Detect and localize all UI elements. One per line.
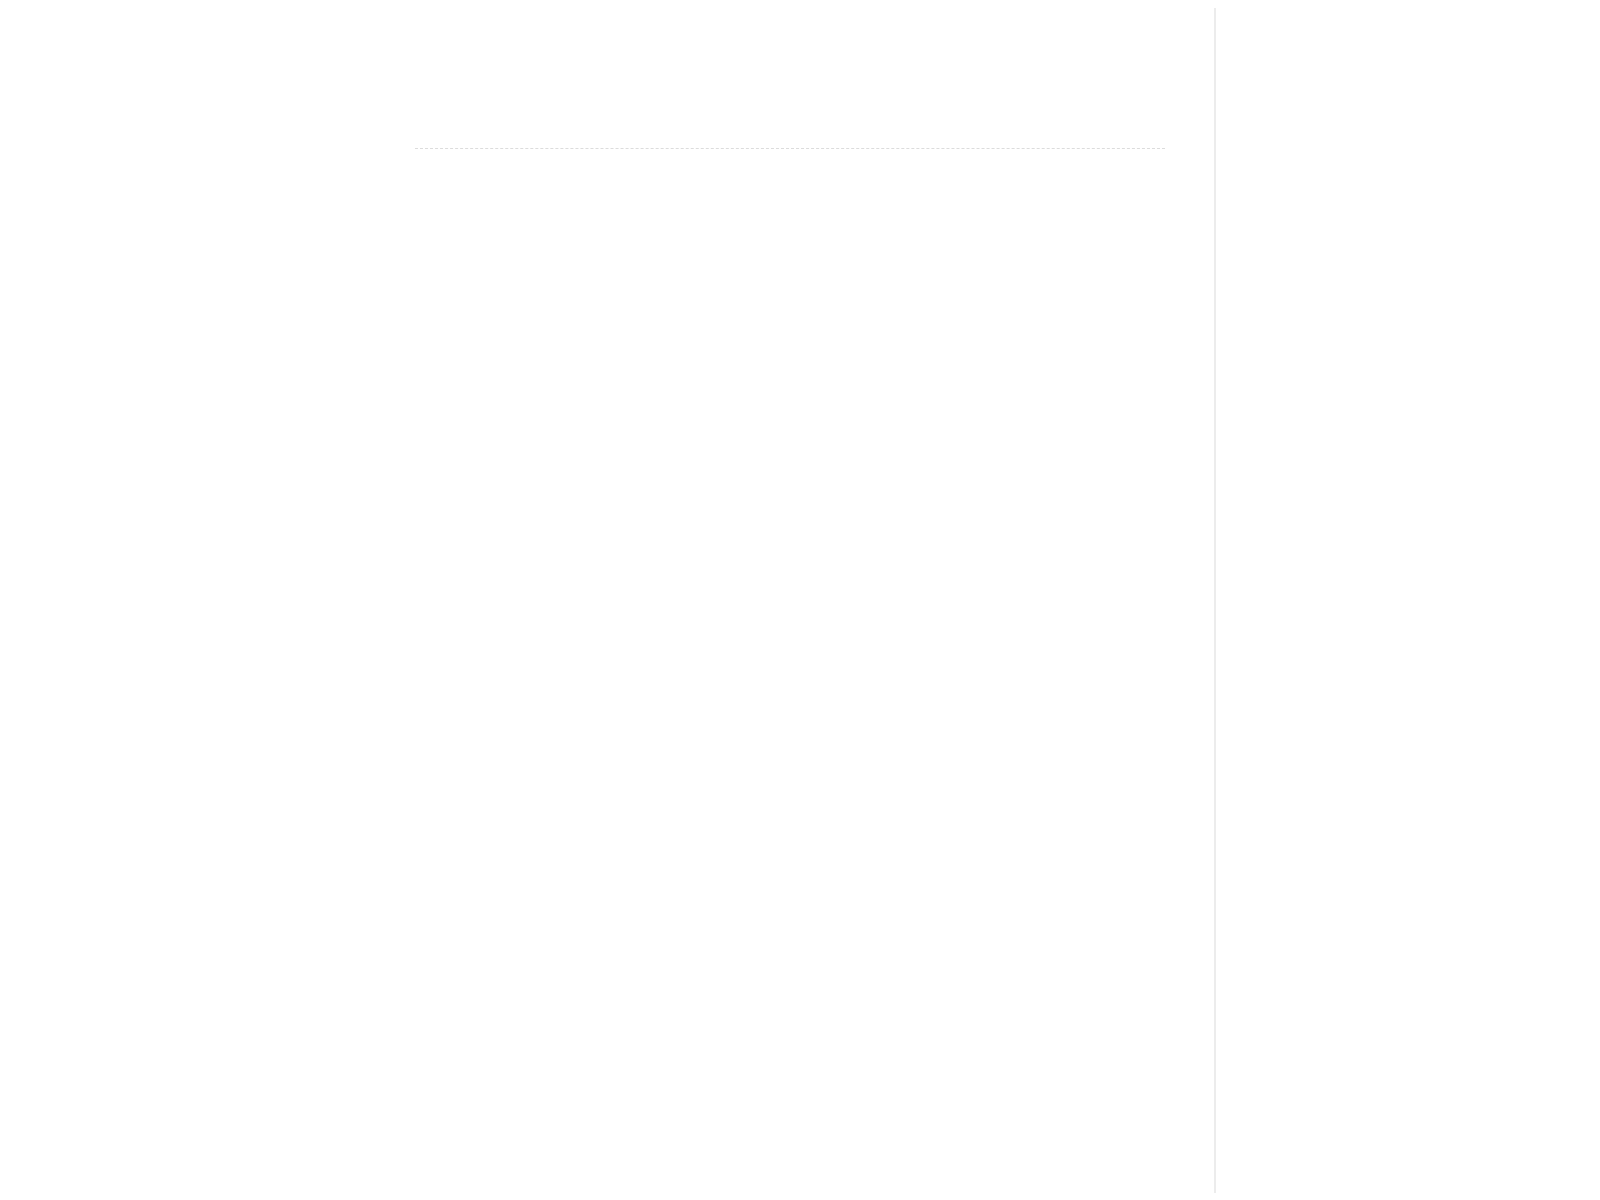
factory-info-table-right — [797, 207, 1167, 223]
factory-info-table-left — [413, 207, 783, 223]
table-header — [413, 207, 783, 223]
separator-line — [415, 148, 1165, 149]
page-edge-divider — [1214, 8, 1216, 1193]
table-header — [797, 207, 1167, 223]
